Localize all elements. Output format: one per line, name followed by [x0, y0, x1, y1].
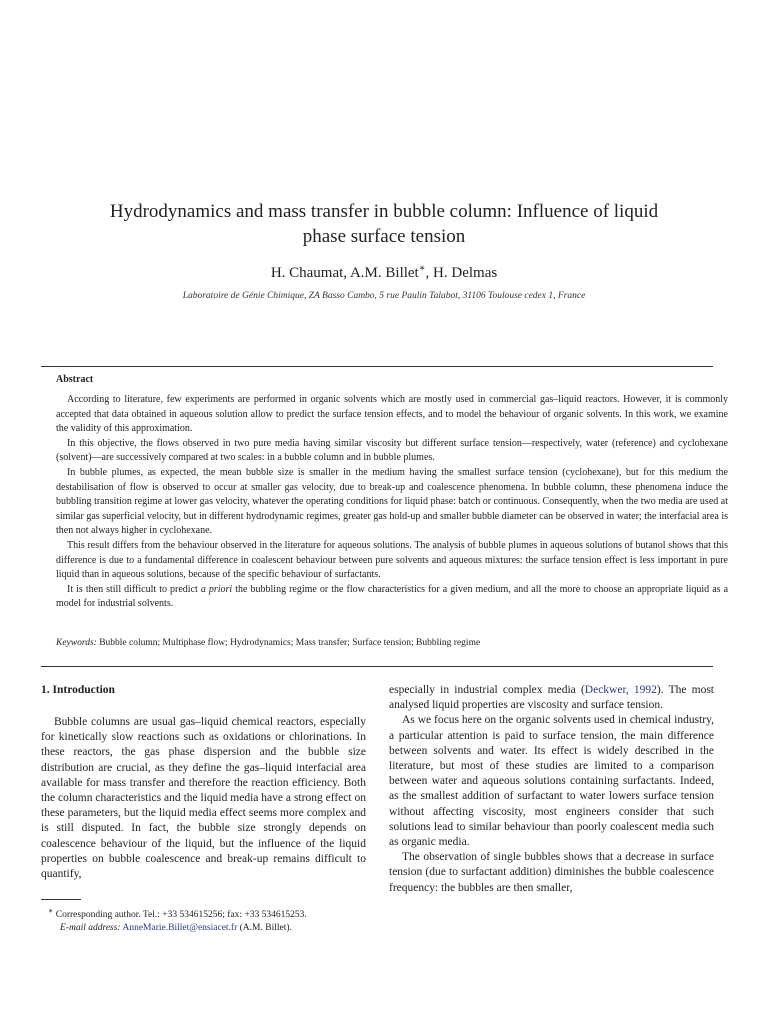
right-column: [389, 683, 714, 896]
intro-paragraph: As we focus here on the organic solvents used in chemical industry, a particular attention is paid to surface tension, the main difference between solvents and water. Its effect is widely described in the literature, but most of these studies are limited to a comparison between water and aqueous solutions containing surfactants. Indeed, as the smallest addition of surfactant to water lowers surface tension without affecting viscosity, most engineers consider that such solutions lead to similar behaviour than poorly coalescent media such as organic media.: [389, 714, 714, 849]
email-link[interactable]: AnneMarie.Billet@ensiacet.fr: [122, 923, 238, 934]
intro-text: ). The most analysed liquid properties are viscosity and surface tension.: [389, 684, 715, 712]
footnote-contact-text: Corresponding author. Tel.: +33 534615256; fax: +33 534615253.: [53, 910, 307, 921]
footnote-contact: [48, 904, 378, 922]
intro-paragraph: Bubble columns are usual gas–liquid chemical reactors, especially for kinetically slow reactions such as oxidations or chlorinations. In these reactors, the gas phase dispersion and the bubble size distribution are crucial, as they define the gas–liquid interfacial area available for mass transfer and therefore the reaction efficiency. Both the column characteristics and the liquid media have a strong effect on these parameters, but the liquid media effect seems more complex and is still disputed. In fact, the bubble size strongly depends on coalescence behaviour of the liquid, but the influence of the liquid properties on bubble coalescence and break-up remains difficult to quantify,: [41, 716, 366, 881]
keywords: [56, 638, 728, 648]
abstract-paragraph: In this objective, the flows observed in two pure media having similar viscosity but different surface tension—respectively, water (reference) and cyclohexane (solvent)—are successively compared at two scales: in a bubble column and in bubble plumes.: [56, 437, 728, 464]
footnote-marker: ∗: [48, 906, 54, 915]
abstract-paragraph: [56, 583, 728, 612]
abstract-body: [56, 393, 728, 612]
intro-paragraph: The observation of single bubbles shows that a decrease in surface tension (due to surfactant addition) diminishes the bubble coalescence frequency: the bubbles are then smaller,: [389, 851, 714, 894]
paper-title: [40, 199, 728, 249]
title-line-2: phase surface tension: [302, 226, 466, 247]
intro-paragraph: [389, 683, 714, 713]
authors-first: H. Chaumat, A.M. Billet: [270, 265, 419, 281]
footnote: [48, 904, 378, 935]
email-label: E-mail address:: [60, 923, 121, 934]
affiliation: Laboratoire de Génie Chimique, ZA Basso Cambo, 5 rue Paulin Talabot, 31106 Toulouse cedex 1, France: [182, 291, 586, 301]
bottom-divider: [41, 666, 713, 667]
abstract-paragraph: This result differs from the behaviour observed in the literature for aqueous solutions. The analysis of bubble plumes in aqueous solutions of butanol shows that this difference is due to a fundamental difference in coalescent behaviour between pure solvents and aqueous mixtures: the surface tension effect is less important in pure liquid than in aqueous solutions, because of the specific behaviour of surfactants.: [56, 539, 728, 581]
abstract-paragraph: According to literature, few experiments are performed in organic solvents which are mostly used in commercial gas–liquid reactors. However, it is commonly accepted that data obtained in aqueous solution allow to predict the surface tension effects, and to model the behaviour of organic solvents. In this work, we examine the validity of this approximation.: [56, 394, 728, 435]
left-column: [41, 715, 366, 882]
section-heading-introduction: 1. Introduction: [41, 684, 115, 696]
corresponding-marker: ∗: [418, 263, 426, 274]
abstract-text: It is then still difficult to predict: [67, 583, 201, 595]
title-line-1: Hydrodynamics and mass transfer in bubble column: Influence of liquid: [109, 201, 659, 222]
abstract-paragraph: In bubble plumes, as expected, the mean bubble size is smaller in the medium having the smallest surface tension (cyclohexane), but for this medium the destabilisation of flow is observed to occur at smaller gas velocity, due to break-up and coalescence phenomena. In bubble column, these phenomena induce the bubbling transition regime at lower gas velocity, whatever the operating conditions for liquid phase: batch or continuous. Consequently, when the two media are used at similar gas superficial velocity, but in different hydrodynamic regimes, greater gas hold-up and smaller bubble diameter can be observed in water; the interfacial area is then not always higher in cyclohexane.: [56, 466, 728, 537]
abstract-text: the bubbling regime or the flow characteristics for a given medium, and all the more to choose an appropriate liquid as a model for industrial solvents.: [56, 583, 729, 610]
keywords-label: Keywords:: [56, 638, 97, 648]
abstract-italic-text: a priori: [200, 583, 233, 595]
footnote-divider: [41, 899, 81, 900]
author-list: [40, 263, 728, 282]
abstract-heading: Abstract: [56, 374, 94, 385]
authors-last: , H. Delmas: [425, 265, 498, 281]
email-suffix: (A.M. Billet).: [237, 923, 292, 934]
footnote-email: [48, 922, 378, 935]
citation-link-deckwer-1992[interactable]: Deckwer, 1992: [584, 684, 657, 696]
top-divider: [41, 366, 713, 367]
intro-text: especially in industrial complex media (: [389, 684, 585, 696]
keywords-text: Bubble column; Multiphase flow; Hydrodynamics; Mass transfer; Surface tension; Bubbling regime: [96, 638, 481, 648]
